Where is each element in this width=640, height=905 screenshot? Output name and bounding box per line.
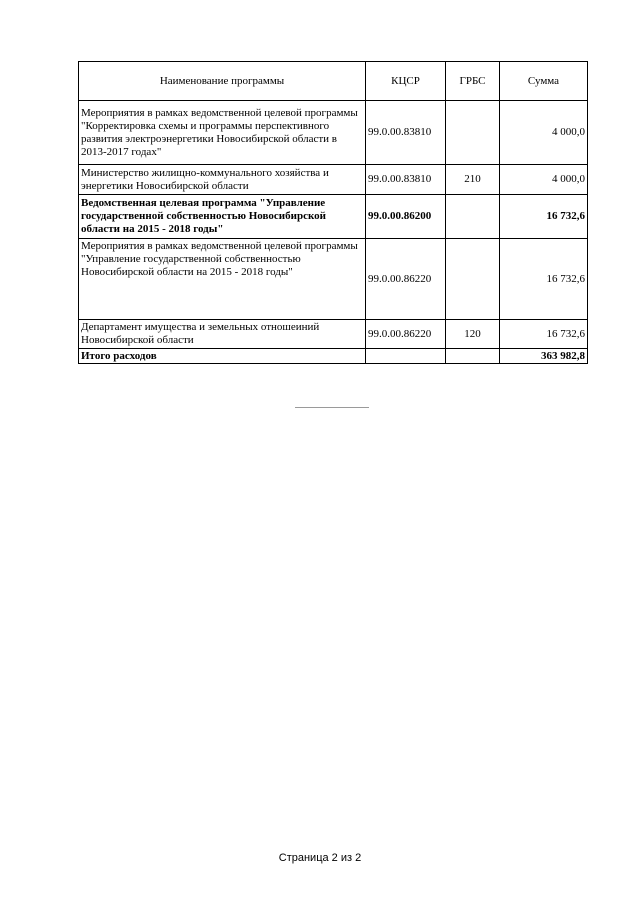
cell-sum: 16 732,6 [500, 320, 588, 349]
cell-total-label: Итого расходов [79, 349, 366, 364]
page-number: Страница 2 из 2 [278, 852, 362, 864]
cell-grbs [446, 195, 500, 239]
cell-kcsr: 99.0.00.86220 [366, 320, 446, 349]
cell-total-sum: 363 982,8 [500, 349, 588, 364]
header-sum: Сумма [500, 62, 588, 101]
cell-kcsr: 99.0.00.86200 [366, 195, 446, 239]
cell-grbs: 210 [446, 165, 500, 195]
cell-kcsr [366, 349, 446, 364]
table-row [79, 320, 588, 349]
table-row [79, 165, 588, 195]
table-row [79, 239, 588, 320]
cell-program-name: Мероприятия в рамках ведомственной целевой программы "Корректировка схемы и программы перспективного развития электроэнергетики Новосибирской области в 2013-2017 годах" [79, 101, 366, 165]
cell-program-name: Министерство жилищно-коммунального хозяйства и энергетики Новосибирской области [79, 165, 366, 195]
cell-grbs [446, 101, 500, 165]
table-row [79, 101, 588, 165]
header-grbs: ГРБС [446, 62, 500, 101]
cell-kcsr: 99.0.00.83810 [366, 101, 446, 165]
cell-sum: 16 732,6 [500, 195, 588, 239]
cell-program-name: Мероприятия в рамках ведомственной целевой программы "Управление государственной собственностью Новосибирской области на 2015 - 2018 годы" [79, 239, 366, 320]
cell-sum: 16 732,6 [500, 239, 588, 320]
cell-grbs [446, 239, 500, 320]
table-row [79, 195, 588, 239]
cell-grbs: 120 [446, 320, 500, 349]
cell-grbs [446, 349, 500, 364]
cell-kcsr: 99.0.00.86220 [366, 239, 446, 320]
table-header-row [79, 62, 588, 101]
cell-kcsr: 99.0.00.83810 [366, 165, 446, 195]
header-program-name: Наименование программы [79, 62, 366, 101]
cell-program-name: Ведомственная целевая программа "Управление государственной собственностью Новосибирской области на 2015 - 2018 годы" [79, 195, 366, 239]
cell-sum: 4 000,0 [500, 165, 588, 195]
cell-program-name: Департамент имущества и земельных отношеиний Новосибирской области [79, 320, 366, 349]
separator-line [295, 407, 369, 408]
expenses-table [78, 61, 588, 364]
header-kcsr: КЦСР [366, 62, 446, 101]
cell-sum: 4 000,0 [500, 101, 588, 165]
table-total-row [79, 349, 588, 364]
